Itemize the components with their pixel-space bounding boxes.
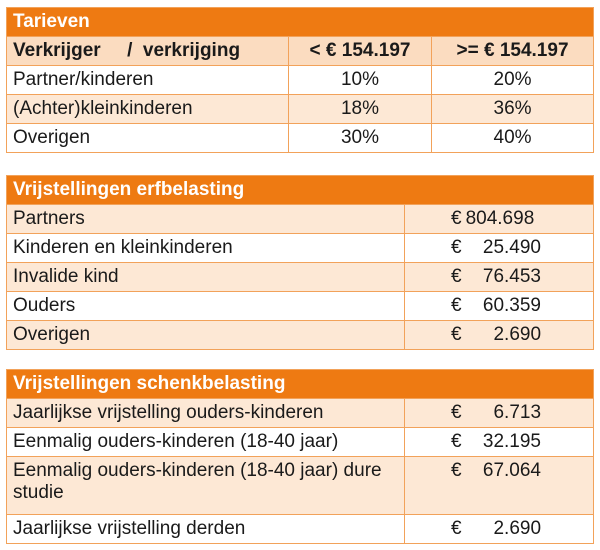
amount-value: 25.490 — [482, 237, 542, 258]
tarieven-title: Tarieven — [7, 8, 594, 37]
table-row — [7, 515, 594, 544]
amount-cell — [405, 263, 594, 292]
table-row — [7, 66, 594, 95]
table-row — [7, 263, 594, 292]
row-label: Partner/kinderen — [7, 66, 289, 95]
rate-low: 30% — [289, 124, 432, 153]
amount-cell — [405, 292, 594, 321]
row-label: Eenmalig ouders-kinderen (18-40 jaar) — [7, 428, 405, 457]
currency-symbol: € — [451, 431, 462, 452]
currency-symbol: € — [451, 518, 462, 539]
currency-symbol: € — [451, 208, 462, 229]
currency-symbol: € — [451, 324, 462, 345]
table-row — [7, 292, 594, 321]
table-row — [7, 457, 594, 515]
currency-symbol: € — [451, 402, 462, 423]
row-label: Overigen — [7, 321, 405, 350]
row-label: Invalide kind — [7, 263, 405, 292]
amount-cell — [405, 457, 594, 515]
amount-value: 6.713 — [493, 402, 542, 423]
table-row — [7, 428, 594, 457]
currency-symbol: € — [451, 295, 462, 316]
amount-value: 2.690 — [493, 324, 542, 345]
erfbelasting-table — [6, 175, 594, 350]
schenkbelasting-table — [6, 369, 594, 544]
row-label: Overigen — [7, 124, 289, 153]
col-header-high: >= € 154.197 — [432, 37, 594, 66]
amount-cell — [405, 399, 594, 428]
amount-cell — [405, 234, 594, 263]
table-row — [7, 234, 594, 263]
amount-value: 60.359 — [482, 295, 542, 316]
currency-symbol: € — [451, 460, 462, 481]
amount-value: 32.195 — [482, 431, 542, 452]
amount-value: 67.064 — [482, 460, 542, 481]
currency-symbol: € — [451, 237, 462, 258]
rate-high: 36% — [432, 95, 594, 124]
table-row — [7, 321, 594, 350]
row-label: Jaarlijkse vrijstelling ouders-kinderen — [7, 399, 405, 428]
rate-low: 18% — [289, 95, 432, 124]
rate-high: 40% — [432, 124, 594, 153]
table-row — [7, 124, 594, 153]
row-label: Jaarlijkse vrijstelling derden — [7, 515, 405, 544]
row-label: Ouders — [7, 292, 405, 321]
amount-cell — [405, 515, 594, 544]
col-header-verkrijger: Verkrijger / verkrijging — [7, 37, 289, 66]
schenkbelasting-title: Vrijstellingen schenkbelasting — [7, 370, 594, 399]
rate-low: 10% — [289, 66, 432, 95]
row-label: (Achter)kleinkinderen — [7, 95, 289, 124]
amount-value: 2.690 — [493, 518, 542, 539]
tarieven-table — [6, 7, 594, 153]
table-row — [7, 399, 594, 428]
row-label: Eenmalig ouders-kinderen (18-40 jaar) dure studie — [7, 457, 405, 515]
table-row — [7, 95, 594, 124]
amount-cell — [405, 321, 594, 350]
row-label: Kinderen en kleinkinderen — [7, 234, 405, 263]
col-header-low: < € 154.197 — [289, 37, 432, 66]
amount-cell — [405, 205, 594, 234]
rate-high: 20% — [432, 66, 594, 95]
row-label: Partners — [7, 205, 405, 234]
currency-symbol: € — [451, 266, 462, 287]
table-row — [7, 205, 594, 234]
erfbelasting-title: Vrijstellingen erfbelasting — [7, 176, 594, 205]
amount-value: 76.453 — [482, 266, 542, 287]
amount-cell — [405, 428, 594, 457]
amount-value: 804.698 — [465, 208, 535, 229]
